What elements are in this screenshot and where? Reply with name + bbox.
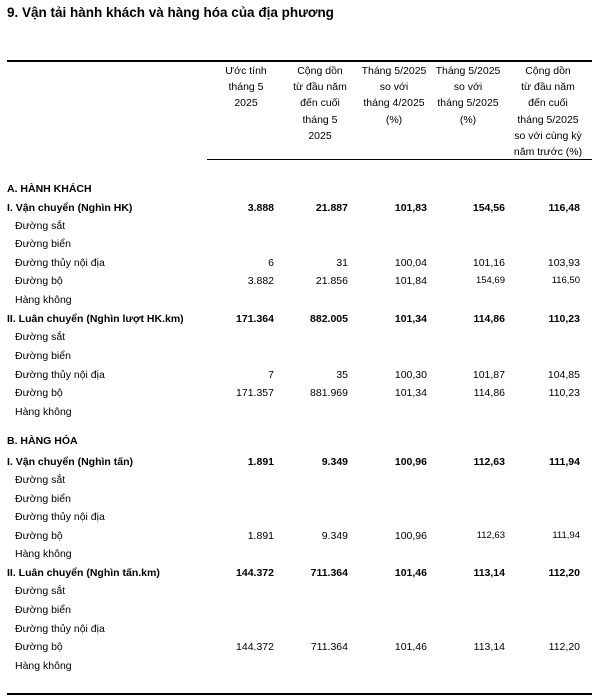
table-cell: 154,69 (475, 275, 505, 286)
table-row (0, 623, 593, 639)
table-cell: 100,30 (394, 369, 427, 381)
table-cell: 21.887 (315, 202, 348, 214)
table-cell: 112,63 (476, 530, 505, 541)
table-cell: 111,94 (549, 456, 580, 468)
column-header-estimate (222, 63, 270, 112)
row-label: A. HÀNH KHÁCH (7, 183, 92, 195)
column-header-line: Tháng 5/2025 (361, 65, 427, 77)
row-label: II. Luân chuyển (Nghìn tấn.km) (7, 567, 160, 579)
table-row (0, 585, 593, 601)
table-cell: 101,34 (394, 387, 427, 399)
table-cell: 882.005 (310, 313, 348, 325)
table-cell: 113,14 (473, 567, 505, 579)
row-label: Đường bộ (15, 530, 63, 542)
row-label: Đường thủy nội địa (15, 369, 105, 381)
table-cell: 9.349 (321, 456, 348, 468)
table-cell: 101,83 (394, 202, 427, 214)
table-cell: 171.357 (236, 387, 274, 399)
table-row (0, 530, 593, 546)
table-row (0, 350, 593, 366)
row-label: Đường thủy nội địa (15, 623, 105, 635)
row-label: Đường sắt (15, 220, 66, 232)
table-cell: 154,56 (472, 202, 505, 214)
row-label: Đường sắt (15, 331, 66, 343)
table-cell: 171.364 (236, 313, 274, 325)
table-cell: 101,16 (472, 257, 505, 269)
table-row (0, 660, 593, 676)
table-cell: 116,48 (548, 202, 580, 214)
column-header-line: 2025 (308, 129, 332, 142)
table-row (0, 331, 593, 347)
table-cell: 1.891 (247, 530, 274, 542)
table-cell: 6 (268, 257, 274, 269)
table-row (0, 474, 593, 490)
column-header-line: (%) (459, 113, 477, 126)
row-label: Hàng không (15, 548, 72, 560)
table-cell: 101,84 (394, 275, 427, 287)
column-header-line: tháng 5 (228, 81, 264, 94)
group-row (0, 456, 593, 472)
column-header-line: đến cuối (300, 97, 340, 110)
table-row (0, 257, 593, 273)
table-cell: 101,87 (472, 369, 505, 381)
row-label: Đường thủy nội địa (15, 257, 105, 269)
table-cell: 114,86 (473, 387, 505, 399)
row-label: II. Luân chuyển (Nghìn lượt HK.km) (7, 313, 184, 325)
table-cell: 21.856 (315, 275, 348, 287)
table-cell: 100,96 (394, 456, 427, 468)
row-label: Hàng không (15, 660, 72, 672)
table-cell: 112,20 (548, 641, 580, 653)
table-row (0, 275, 593, 291)
row-label: Hàng không (15, 406, 72, 418)
table-cell: 114,86 (473, 313, 505, 325)
table-cell: 101,46 (394, 567, 427, 579)
section-row (0, 435, 593, 451)
column-header-line: Ước tính (225, 65, 267, 77)
table-row (0, 220, 593, 236)
table-row (0, 548, 593, 564)
row-label: Đường sắt (15, 474, 66, 486)
table-cell: 104,85 (547, 369, 580, 381)
column-header-line: so với (379, 81, 409, 94)
table-row (0, 387, 593, 403)
header-bottom-rule (207, 159, 592, 160)
table-cell: 101,34 (394, 313, 427, 325)
column-header-line: so với cùng kỳ (514, 129, 582, 142)
table-bottom-rule (7, 693, 592, 695)
column-header-line: tháng 4/2025 (363, 97, 425, 110)
table-cell: 101,46 (394, 641, 427, 653)
group-row (0, 313, 593, 329)
column-header-line: so với (453, 81, 483, 94)
table-cell: 9.349 (321, 530, 348, 542)
column-header-line: tháng 5/2025 (517, 113, 579, 126)
table-cell: 112,20 (548, 567, 580, 579)
table-cell: 711.364 (310, 641, 348, 653)
column-header-line: từ đầu năm (293, 81, 347, 94)
row-label: Đường biển (15, 493, 71, 505)
table-cell: 111,94 (552, 530, 580, 541)
row-label: Đường thủy nội địa (15, 511, 105, 523)
column-header-line: từ đầu năm (521, 81, 575, 94)
table-cell: 113,14 (473, 641, 505, 653)
table-row (0, 641, 593, 657)
table-cell: 144.372 (236, 567, 274, 579)
column-header-line: tháng 5/2025 (437, 97, 499, 110)
header-top-rule (7, 60, 592, 62)
table-row (0, 238, 593, 254)
table-cell: 711.364 (310, 567, 348, 579)
table-row (0, 604, 593, 620)
row-label: Đường biển (15, 604, 71, 616)
section-row (0, 183, 593, 199)
table-row (0, 369, 593, 385)
row-label: B. HÀNG HÓA (7, 435, 78, 447)
table-cell: 3.882 (247, 275, 274, 287)
table-cell: 881.969 (310, 387, 348, 399)
column-header-line: Cộng dồn (297, 65, 343, 77)
table-cell: 100,96 (394, 530, 427, 542)
table-cell: 3.888 (247, 202, 274, 214)
row-label: Đường sắt (15, 585, 66, 597)
column-header-line: Tháng 5/2025 (435, 65, 501, 77)
table-row (0, 294, 593, 310)
table-cell: 110,23 (548, 313, 580, 325)
group-row (0, 202, 593, 218)
table-cell: 144.372 (236, 641, 274, 653)
row-label: Đường bộ (15, 641, 63, 653)
column-header-line: đến cuối (528, 97, 568, 110)
table-cell: 31 (336, 257, 348, 269)
table-cell: 112,63 (473, 456, 505, 468)
column-header-line: 2025 (234, 97, 258, 110)
column-header-cumulative (287, 63, 353, 144)
table-cell: 100,04 (394, 257, 427, 269)
table-cell: 1.891 (247, 456, 274, 468)
row-label: Hàng không (15, 294, 72, 306)
table-row (0, 493, 593, 509)
column-header-line: Cộng dồn (525, 65, 571, 77)
column-header-line: (%) (385, 113, 403, 126)
row-label: Đường bộ (15, 275, 63, 287)
row-label: Đường biển (15, 350, 71, 362)
table-title: 9. Vận tải hành khách và hàng hóa của địa phương (7, 5, 334, 20)
row-label: Đường bộ (15, 387, 63, 399)
table-cell: 103,93 (547, 257, 580, 269)
table-cell: 7 (268, 369, 274, 381)
row-label: I. Vận chuyển (Nghìn tấn) (7, 456, 134, 468)
column-header-line: tháng 5 (302, 113, 338, 126)
table-cell: 116,50 (551, 275, 580, 286)
table-cell: 110,23 (548, 387, 580, 399)
column-header-vs-prev-month (358, 63, 430, 128)
table-row (0, 406, 593, 422)
group-row (0, 567, 593, 583)
row-label: Đường biển (15, 238, 71, 250)
row-label: I. Vận chuyển (Nghìn HK) (7, 202, 133, 214)
column-header-line: năm trước (%) (513, 146, 583, 159)
table-cell: 35 (336, 369, 348, 381)
column-header-cumulative-vs-last-year (506, 63, 590, 160)
table-row (0, 511, 593, 527)
column-header-vs-same-month (432, 63, 504, 128)
